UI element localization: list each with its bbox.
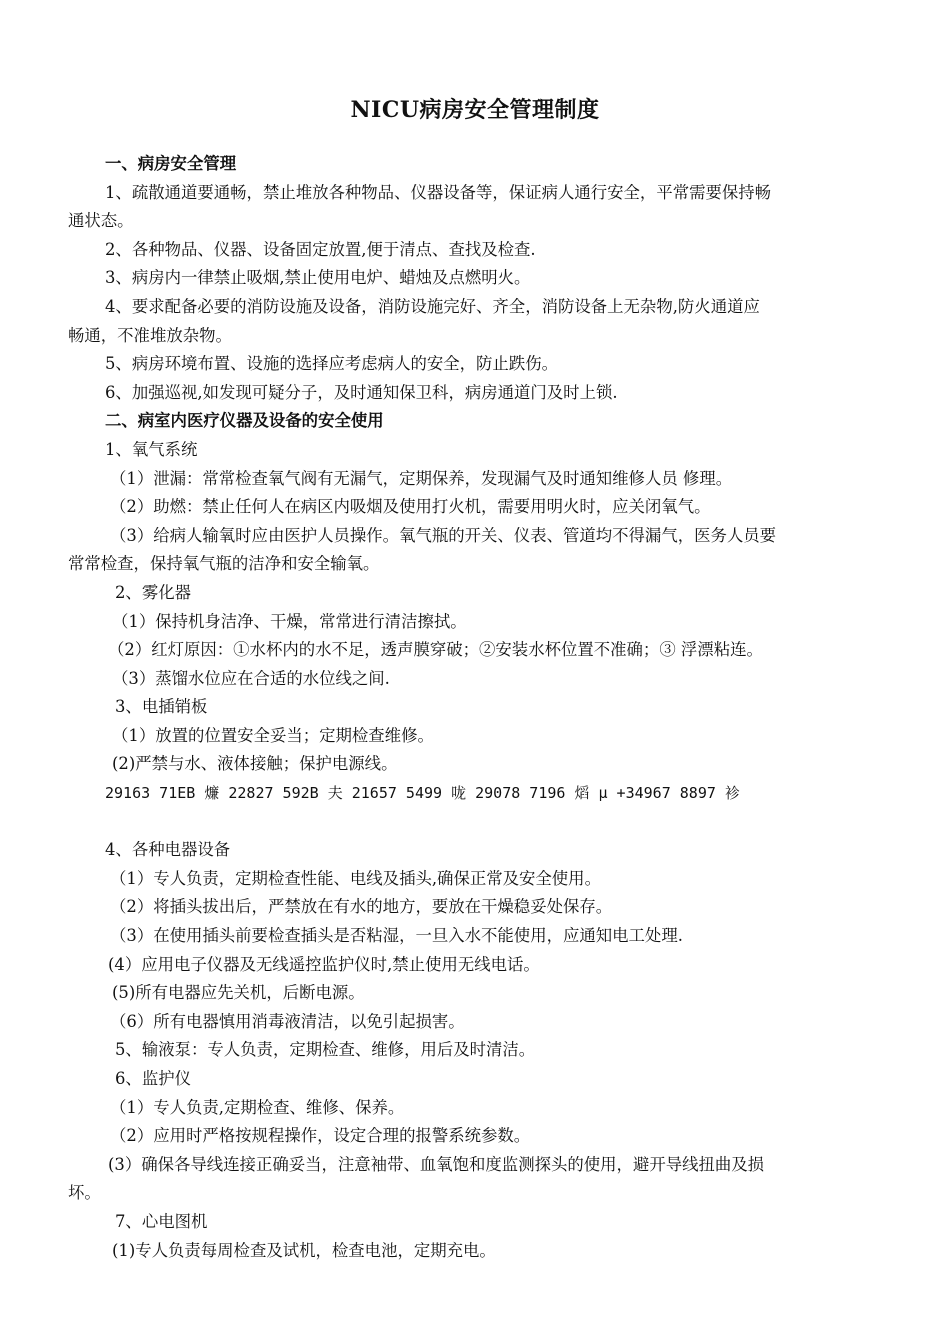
paragraph-monitor-leads-cont: 坏。: [68, 1183, 101, 1203]
subheading-nebulizer: 2、雾化器: [115, 582, 191, 602]
paragraph-appliances-wireless: (4）应用电子仪器及无线遥控监护仪时,禁止使用无线电话。: [108, 954, 540, 974]
paragraph-oxygen-combustion: （2）助燃：禁止任何人在病区内吸烟及使用打火机，需要用明火时，应关闭氧气。: [110, 497, 711, 517]
paragraph-infusion-pump: 5、输液泵：专人负责，定期检查、维修，用后及时清洁。: [115, 1040, 536, 1060]
subheading-appliances: 4、各种电器设备: [105, 840, 231, 860]
paragraph-monitor-leads: (3）确保各导线连接正确妥当，注意袖带、血氧饱和度监测探头的使用，避开导线扭曲及损: [108, 1154, 765, 1174]
paragraph-evacuation: 1、疏散通道要通畅，禁止堆放各种物品、仪器设备等，保证病人通行安全，平常需要保持畅: [105, 182, 772, 202]
paragraph-appliances-check-plug: （3）在使用插头前要检查插头是否粘湿，一旦入水不能使用，应通知电工处理.: [110, 926, 683, 946]
section-heading-equipment: 二、病室内医疗仪器及设备的安全使用: [105, 411, 384, 431]
paragraph-appliances-unplug: （2）将插头拔出后，严禁放在有水的地方，要放在干燥稳妥处保存。: [110, 897, 613, 917]
blank-line: [68, 808, 886, 837]
document-body: [68, 150, 886, 1265]
paragraph-fixed-placement: 2、各种物品、仪器、设备固定放置,便于清点、查找及检查.: [105, 239, 536, 259]
paragraph-appliances-responsible: （1）专人负责，定期检查性能、电线及插头,确保正常及安全使用。: [110, 868, 601, 888]
paragraph-appliances-shutdown: (5)所有电器应先关机，后断电源。: [112, 983, 365, 1003]
paragraph-appliances-disinfect: （6）所有电器慎用消毒液清洁，以免引起损害。: [110, 1011, 465, 1031]
section-heading-ward-safety: 一、病房安全管理: [105, 154, 237, 173]
paragraph-power-strip-placement: （1）放置的位置安全妥当；定期检查维修。: [112, 725, 434, 745]
subheading-ecg: 7、心电图机: [115, 1211, 208, 1231]
paragraph-evacuation-cont: 通状态。: [68, 211, 134, 231]
paragraph-oxygen-delivery: （3）给病人输氧时应由医护人员操作。氧气瓶的开关、仪表、管道均不得漏气，医务人员要: [110, 525, 777, 545]
paragraph-power-strip-water: (2)严禁与水、液体接触；保护电源线。: [112, 754, 398, 774]
subheading-power-strip: 3、电插销板: [115, 697, 208, 717]
paragraph-fire-facilities: 4、要求配备必要的消防设施及设备，消防设施完好、齐全，消防设备上无杂物,防火通道应: [105, 296, 760, 316]
paragraph-fire-facilities-cont: 畅通，不准堆放杂物。: [68, 325, 232, 345]
paragraph-oxygen-leak: （1）泄漏：常常检查氧气阀有无漏气，定期保养，发现漏气及时通知维修人员 修理。: [110, 468, 733, 488]
paragraph-patrol: 6、加强巡视,如发现可疑分子，及时通知保卫科，病房通道门及时上锁.: [105, 382, 618, 402]
garbled-text-line: 29163 71EB 燫 22827 592B 夫 21657 5499 咙 29078 7196 熖 µ +34967 8897 袗: [105, 784, 740, 803]
document-title: NICU病房安全管理制度: [350, 97, 600, 123]
paragraph-oxygen-delivery-cont: 常常检查，保持氧气瓶的洁净和安全输氧。: [68, 554, 380, 574]
paragraph-nebulizer-clean: （1）保持机身洁净、干燥，常常进行清洁擦拭。: [112, 611, 467, 631]
paragraph-ecg-weekly-check: (1)专人负责每周检查及试机，检查电池，定期充电。: [112, 1240, 496, 1260]
paragraph-no-smoking: 3、病房内一律禁止吸烟,禁止使用电炉、蜡烛及点燃明火。: [105, 268, 531, 288]
paragraph-monitor-operation: （2）应用时严格按规程操作，设定合理的报警系统参数。: [110, 1126, 531, 1146]
paragraph-monitor-responsible: （1）专人负责,定期检查、维修、保养。: [110, 1097, 405, 1117]
subheading-monitor: 6、监护仪: [115, 1069, 191, 1088]
paragraph-environment: 5、病房环境布置、设施的选择应考虑病人的安全，防止跌伤。: [105, 354, 558, 374]
paragraph-nebulizer-red-light: （2）红灯原因：①水杯内的水不足，透声膜穿破；②安装水杯位置不准确；③ 浮漂粘连。: [108, 640, 763, 660]
subheading-oxygen: 1、氧气系统: [105, 439, 198, 459]
paragraph-nebulizer-water-level: （3）蒸馏水位应在合适的水位线之间.: [112, 668, 390, 688]
